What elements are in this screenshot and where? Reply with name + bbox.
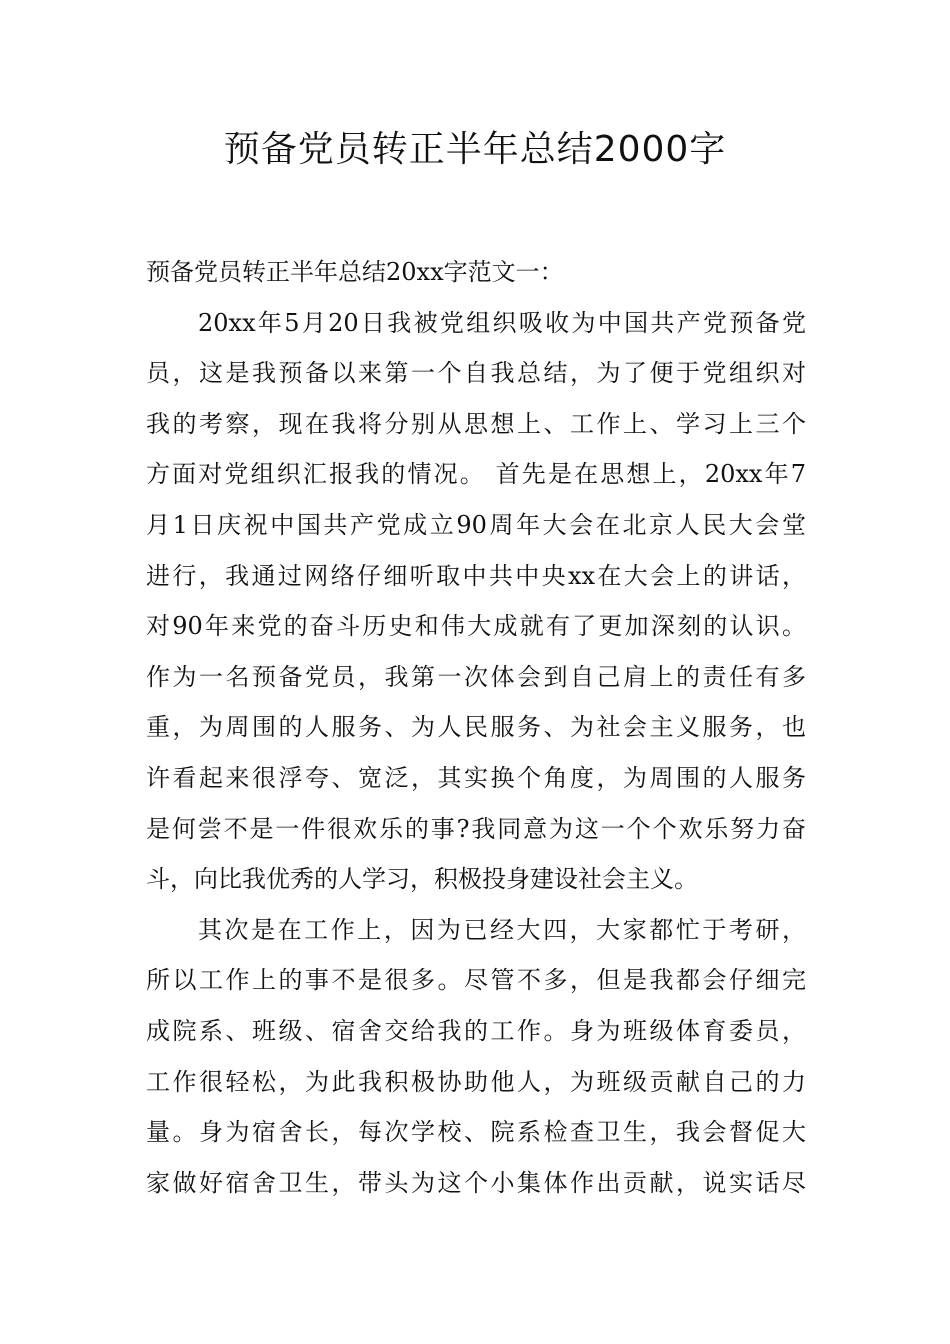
paragraph-line: 方面对党组织汇报我的情况。 首先是在思想上，20xx年7 bbox=[146, 460, 806, 489]
paragraph-line: 斗，向比我优秀的人学习，积极投身建设社会主义。 bbox=[146, 865, 698, 894]
paragraph-line: 对90年来党的奋斗历史和伟大成就有了更加深刻的认识。 bbox=[146, 612, 806, 641]
paragraph-line: 员，这是我预备以来第一个自我总结，为了便于党组织对 bbox=[146, 359, 806, 388]
paragraph-line: 进行，我通过网络仔细听取中共中央xx在大会上的讲话， bbox=[146, 561, 806, 590]
paragraph-line: 其次是在工作上，因为已经大四，大家都忙于考研， bbox=[198, 915, 806, 944]
paragraph-line: 成院系、班级、宿舍交给我的工作。身为班级体育委员， bbox=[146, 1016, 806, 1045]
document-title: 预备党员转正半年总结2000字 bbox=[223, 129, 727, 170]
paragraph-line: 我的考察，现在我将分别从思想上、工作上、学习上三个 bbox=[146, 409, 806, 438]
paragraph-line: 家做好宿舍卫生，带头为这个小集体作出贡献，说实话尽 bbox=[146, 1168, 806, 1197]
paragraph-line: 工作很轻松，为此我积极协助他人，为班级贡献自己的力 bbox=[146, 1067, 806, 1096]
document-body bbox=[146, 247, 806, 1208]
paragraph-line: 量。身为宿舍长，每次学校、院系检查卫生，我会督促大 bbox=[146, 1118, 806, 1147]
paragraph-line: 月1日庆祝中国共产党成立90周年大会在北京人民大会堂 bbox=[146, 510, 806, 539]
paragraph-line: 许看起来很浮夸、宽泛，其实换个角度，为周围的人服务 bbox=[146, 763, 806, 792]
paragraph-line: 是何尝不是一件很欢乐的事?我同意为这一个个欢乐努力奋 bbox=[146, 814, 806, 843]
paragraph-line: 所以工作上的事不是很多。尽管不多，但是我都会仔细完 bbox=[146, 966, 806, 995]
intro-line: 预备党员转正半年总结20xx字范文一： bbox=[146, 258, 564, 286]
paragraph-line: 20xx年5月20日我被党组织吸收为中国共产党预备党 bbox=[198, 308, 806, 337]
paragraph-line: 重，为周围的人服务、为人民服务、为社会主义服务，也 bbox=[146, 713, 806, 742]
paragraph-line: 作为一名预备党员，我第一次体会到自己肩上的责任有多 bbox=[146, 662, 806, 691]
